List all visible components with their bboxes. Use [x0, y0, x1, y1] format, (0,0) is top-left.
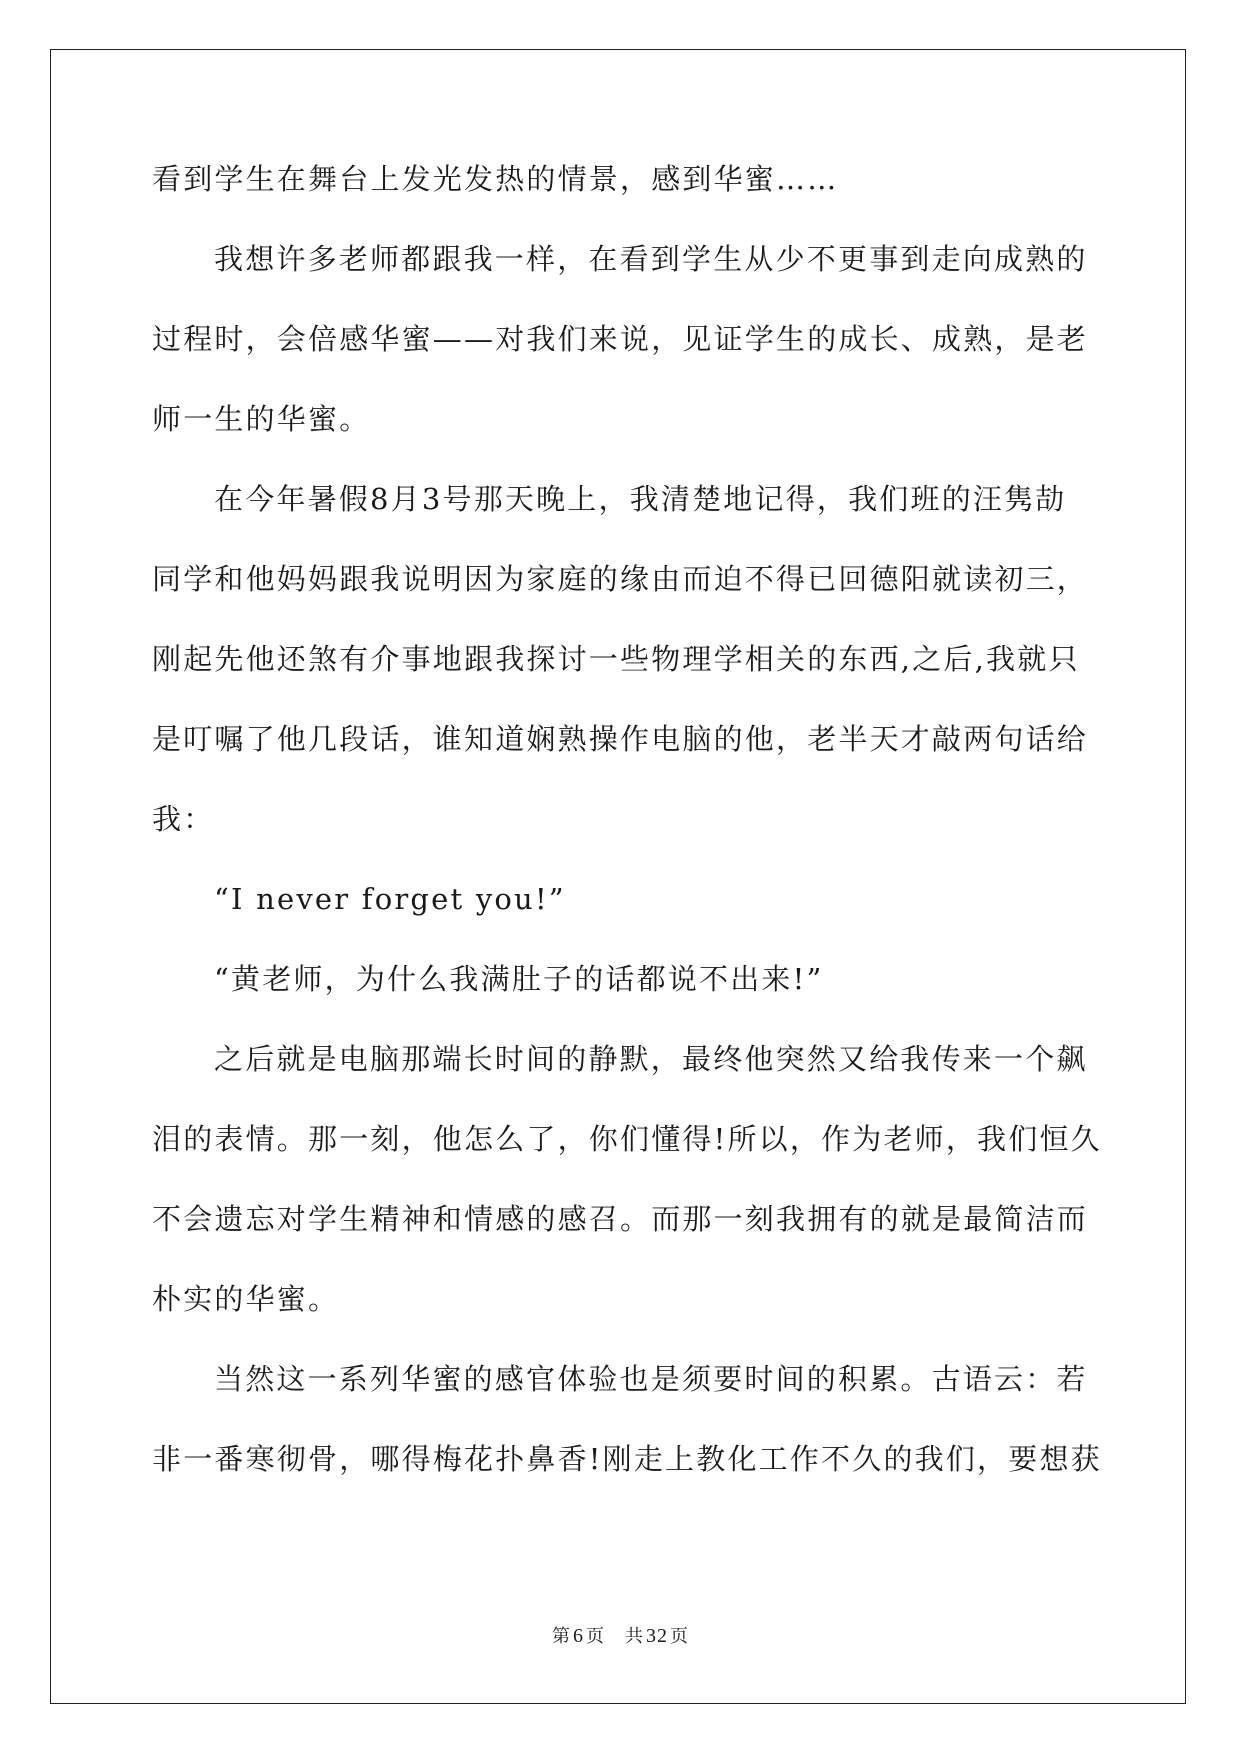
text-line: 不会遗忘对学生精神和情感的感召。而那一刻我拥有的就是最简洁而	[152, 1202, 1089, 1236]
total-pages-number: 32	[646, 1625, 668, 1647]
text-line: 非一番寒彻骨，哪得梅花扑鼻香!刚走上教化工作不久的我们，要想获	[152, 1442, 1102, 1476]
text-line: 朴实的华蜜。	[152, 1282, 340, 1316]
text-line: 在今年暑假8月3号那天晚上，我清楚地记得，我们班的汪隽劼	[214, 482, 1067, 516]
text-line: 之后就是电脑那端长时间的静默，最终他突然又给我传来一个飙	[214, 1042, 1088, 1076]
footer-total-prefix: 共	[625, 1626, 644, 1647]
text-line: 泪的表情。那一刻，他怎么了，你们懂得!所以，作为老师，我们恒久	[152, 1122, 1102, 1156]
current-page-number: 6	[573, 1625, 584, 1647]
page-footer	[0, 1622, 1241, 1648]
footer-page-word: 页	[586, 1626, 605, 1647]
text-line: “I never forget you!”	[214, 882, 566, 916]
text-line: 我想许多老师都跟我一样，在看到学生从少不更事到走向成熟的	[214, 242, 1088, 276]
text-line: 我：	[152, 802, 215, 836]
text-line: 当然这一系列华蜜的感官体验也是须要时间的积累。古语云：若	[214, 1362, 1088, 1396]
text-line: 看到学生在舞台上发光发热的情景，感到华蜜……	[152, 162, 839, 196]
text-line: 同学和他妈妈跟我说明因为家庭的缘由而迫不得已回德阳就读初三，	[152, 562, 1089, 596]
text-line: 师一生的华蜜。	[152, 402, 371, 436]
text-line: 刚起先他还煞有介事地跟我探讨一些物理学相关的东西,之后,我就只	[152, 642, 1080, 676]
footer-prefix: 第	[552, 1626, 571, 1647]
text-line: “黄老师，为什么我满肚子的话都说不出来!”	[214, 962, 824, 996]
footer-total-suffix: 页	[670, 1626, 689, 1647]
text-line: 过程时，会倍感华蜜——对我们来说，见证学生的成长、成熟，是老	[152, 322, 1089, 356]
text-line: 是叮嘱了他几段话，谁知道娴熟操作电脑的他，老半天才敲两句话给	[152, 722, 1089, 756]
document-body	[152, 162, 1102, 1476]
